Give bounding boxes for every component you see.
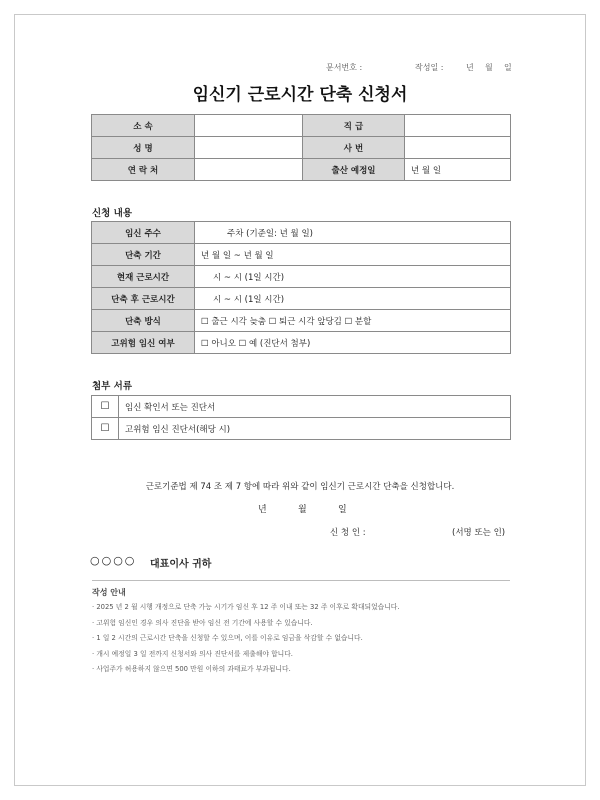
table-row	[92, 244, 511, 266]
table-row	[92, 332, 511, 354]
guide-title: 작성 안내	[92, 588, 126, 597]
reduction-period-field[interactable]: 년 월 일 ~ 년 월 일	[195, 244, 511, 266]
table-row	[92, 418, 511, 440]
list-item: · 2025 년 2 월 시행 개정으로 단축 가능 시기가 임신 후 12 주 이내 또는 32 주 이후로 확대되었습니다.	[92, 600, 400, 616]
position-field[interactable]	[405, 115, 511, 137]
pregnancy-week-field[interactable]: 주차 (기준일: 년 월 일)	[195, 222, 511, 244]
sign-day: 일	[338, 505, 347, 515]
due-date-label: 출산 예정일	[303, 159, 405, 181]
page-title: 임신기 근로시간 단축 신청서	[192, 85, 408, 105]
written-date-label: 작성일 :	[415, 63, 444, 72]
guide-list	[92, 600, 400, 678]
written-year: 년	[466, 63, 474, 72]
table-row	[92, 396, 511, 418]
name-label: 성 명	[92, 137, 195, 159]
list-item: · 사업주가 허용하지 않으면 500 만원 이하의 과태료가 부과됩니다.	[92, 662, 400, 678]
reduction-method-options[interactable]: ☐ 출근 시각 늦춤 ☐ 퇴근 시각 앞당김 ☐ 분할	[195, 310, 511, 332]
table-row	[92, 137, 511, 159]
current-hours-field[interactable]: 시 ~ 시 (1일 시간)	[195, 266, 511, 288]
reduced-hours-label: 단축 후 근로시간	[92, 288, 195, 310]
reduction-period-label: 단축 기간	[92, 244, 195, 266]
reduction-method-label: 단축 방식	[92, 310, 195, 332]
employee-no-label: 사 번	[303, 137, 405, 159]
name-field[interactable]	[195, 137, 303, 159]
applicant-table	[91, 114, 511, 181]
table-row	[92, 159, 511, 181]
high-risk-options[interactable]: ☐ 아니오 ☐ 예 (진단서 첨부)	[195, 332, 511, 354]
employee-no-field[interactable]	[405, 137, 511, 159]
written-day: 일	[504, 63, 512, 72]
request-section-heading: 신청 내용	[92, 208, 133, 219]
pregnancy-week-label: 임신 주수	[92, 222, 195, 244]
table-row	[92, 288, 511, 310]
table-row	[92, 310, 511, 332]
written-month: 월	[485, 63, 493, 72]
attachment-label: 임신 확인서 또는 진단서	[119, 396, 511, 418]
addressee: 대표이사 귀하	[150, 559, 212, 570]
reduced-hours-field[interactable]: 시 ~ 시 (1일 시간)	[195, 288, 511, 310]
company-name-placeholder: ○○○○	[90, 554, 137, 567]
application-statement: 근로기준법 제 74 조 제 7 항에 따라 위와 같이 임신기 근로시간 단축을 신청합니다.	[145, 482, 455, 492]
contact-field[interactable]	[195, 159, 303, 181]
sign-month: 월	[298, 505, 307, 515]
table-row	[92, 266, 511, 288]
divider	[92, 580, 510, 581]
contact-label: 연 락 처	[92, 159, 195, 181]
applicant-signature-label: 신 청 인 :	[330, 528, 366, 538]
list-item: · 고위험 임신인 경우 의사 진단을 받아 임신 전 기간에 사용할 수 있습니다.	[92, 616, 400, 632]
high-risk-label: 고위험 임신 여부	[92, 332, 195, 354]
affiliation-field[interactable]	[195, 115, 303, 137]
list-item: · 개시 예정일 3 일 전까지 신청서와 의사 진단서를 제출해야 합니다.	[92, 647, 400, 663]
doc-number-label: 문서번호 :	[326, 63, 363, 72]
current-hours-label: 현재 근로시간	[92, 266, 195, 288]
attachments-heading: 첨부 서류	[92, 381, 133, 392]
affiliation-label: 소 속	[92, 115, 195, 137]
due-date-field[interactable]: 년 월 일	[405, 159, 511, 181]
attachment-checkbox[interactable]: ☐	[92, 418, 119, 440]
attachment-label: 고위험 임신 진단서(해당 시)	[119, 418, 511, 440]
list-item: · 1 일 2 시간의 근로시간 단축을 신청할 수 있으며, 이를 이유로 임금을 삭감할 수 없습니다.	[92, 631, 400, 647]
attachment-checkbox[interactable]: ☐	[92, 396, 119, 418]
attachments-table	[91, 395, 511, 440]
request-table	[91, 221, 511, 354]
signature-hint: (서명 또는 인)	[452, 528, 506, 538]
table-row	[92, 115, 511, 137]
table-row	[92, 222, 511, 244]
sign-year: 년	[258, 505, 267, 515]
position-label: 직 급	[303, 115, 405, 137]
